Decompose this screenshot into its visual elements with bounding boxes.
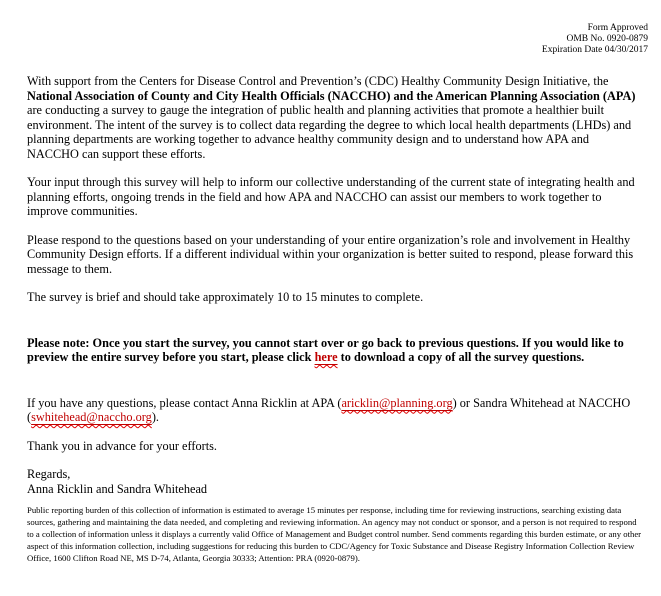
email-link-aricklin-label[interactable]: aricklin@planning.org: [341, 395, 453, 410]
form-approved-line: Form Approved: [587, 23, 648, 33]
please-note-paragraph: [27, 336, 642, 365]
intro-paragraph-end: are conducting a survey to gauge the integration of public health and planning activities that promote a healthier built environment. The intent of the survey is to collect data regarding the degree to which local health departments (LHDs) and planning departments are working together to advance healthy community design and to understand how APA and NACCHO can support these efforts.: [27, 103, 632, 161]
contact-text-start: If you have any questions, please contact Anna Ricklin at APA (: [27, 395, 342, 410]
omb-approval-block: [542, 23, 648, 56]
signature-line: Anna Ricklin and Sandra Whitehead: [27, 481, 208, 496]
thanks-paragraph: Thank you in advance for your efforts.: [27, 438, 217, 453]
contact-text-mid: ) or Sandra Whitehead at NACCHO (: [27, 395, 631, 424]
email-link-swhitehead-label[interactable]: swhitehead@naccho.org: [31, 410, 152, 424]
input-paragraph: Your input through this survey will help to inform our collective understanding of the current state of integrating health and planning efforts, ongoing trends in the field and how APA and NACCHO can assist our members to work together to improve communities.: [27, 175, 635, 218]
duration-paragraph: The survey is brief and should take approximately 10 to 15 minutes to complete.: [27, 290, 424, 304]
intro-paragraph-start: With support from the Centers for Disease Control and Prevention’s (CDC) Healthy Community Design Initiative, the: [27, 74, 609, 88]
omb-number-line: OMB No. 0920-0879: [566, 34, 648, 44]
note-text-end: to download a copy of all the survey questions.: [337, 350, 585, 364]
expiration-date-line: Expiration Date 04/30/2017: [541, 45, 648, 55]
regards-line: Regards,: [27, 467, 71, 481]
intro-paragraph: [27, 74, 642, 161]
letter-body: [27, 74, 642, 565]
note-text-start: Please note: Once you start the survey, you cannot start over or go back to previous questions. If you would like to preview the entire survey before you start, please click: [27, 335, 624, 364]
org-names-bold: National Association of County and City Health Officials (NACCHO) and the American Planning Association (APA): [27, 88, 636, 103]
survey-preview-link[interactable]: [315, 350, 338, 364]
survey-preview-link-label[interactable]: here: [314, 350, 338, 364]
respond-paragraph: Please respond to the questions based on your understanding of your entire organization’s role and involvement in Healthy Community Design efforts. If a different individual within your organization is better suited to respond, please forward this message to them.: [27, 232, 634, 276]
contact-paragraph: [27, 396, 642, 425]
signature-block: [27, 467, 642, 496]
email-link-aricklin[interactable]: [341, 396, 452, 410]
email-link-swhitehead[interactable]: [31, 410, 152, 424]
burden-statement: Public reporting burden of this collection of information is estimated to average 15 minutes per response, including time for reviewing instructions, searching existing data sources, gathering and maintaining the data needed, and completing and reviewing information. An agency may not conduct or sponsor, and a person is not required to respond to a collection of information unless it displays a currently valid Office of Management and Budget control number. Send comments regarding this burden estimate, or any other aspect of this information collection, including suggestions for reducing this burden to CDC/Agency for Toxic Substance and Disease Registry Information Collection Review Office, 1600 Clifton Road NE, MS D-74, Atlanta, Georgia 30333; Attention: PRA (0920-0879).: [27, 505, 642, 563]
contact-text-end: ).: [151, 410, 159, 424]
